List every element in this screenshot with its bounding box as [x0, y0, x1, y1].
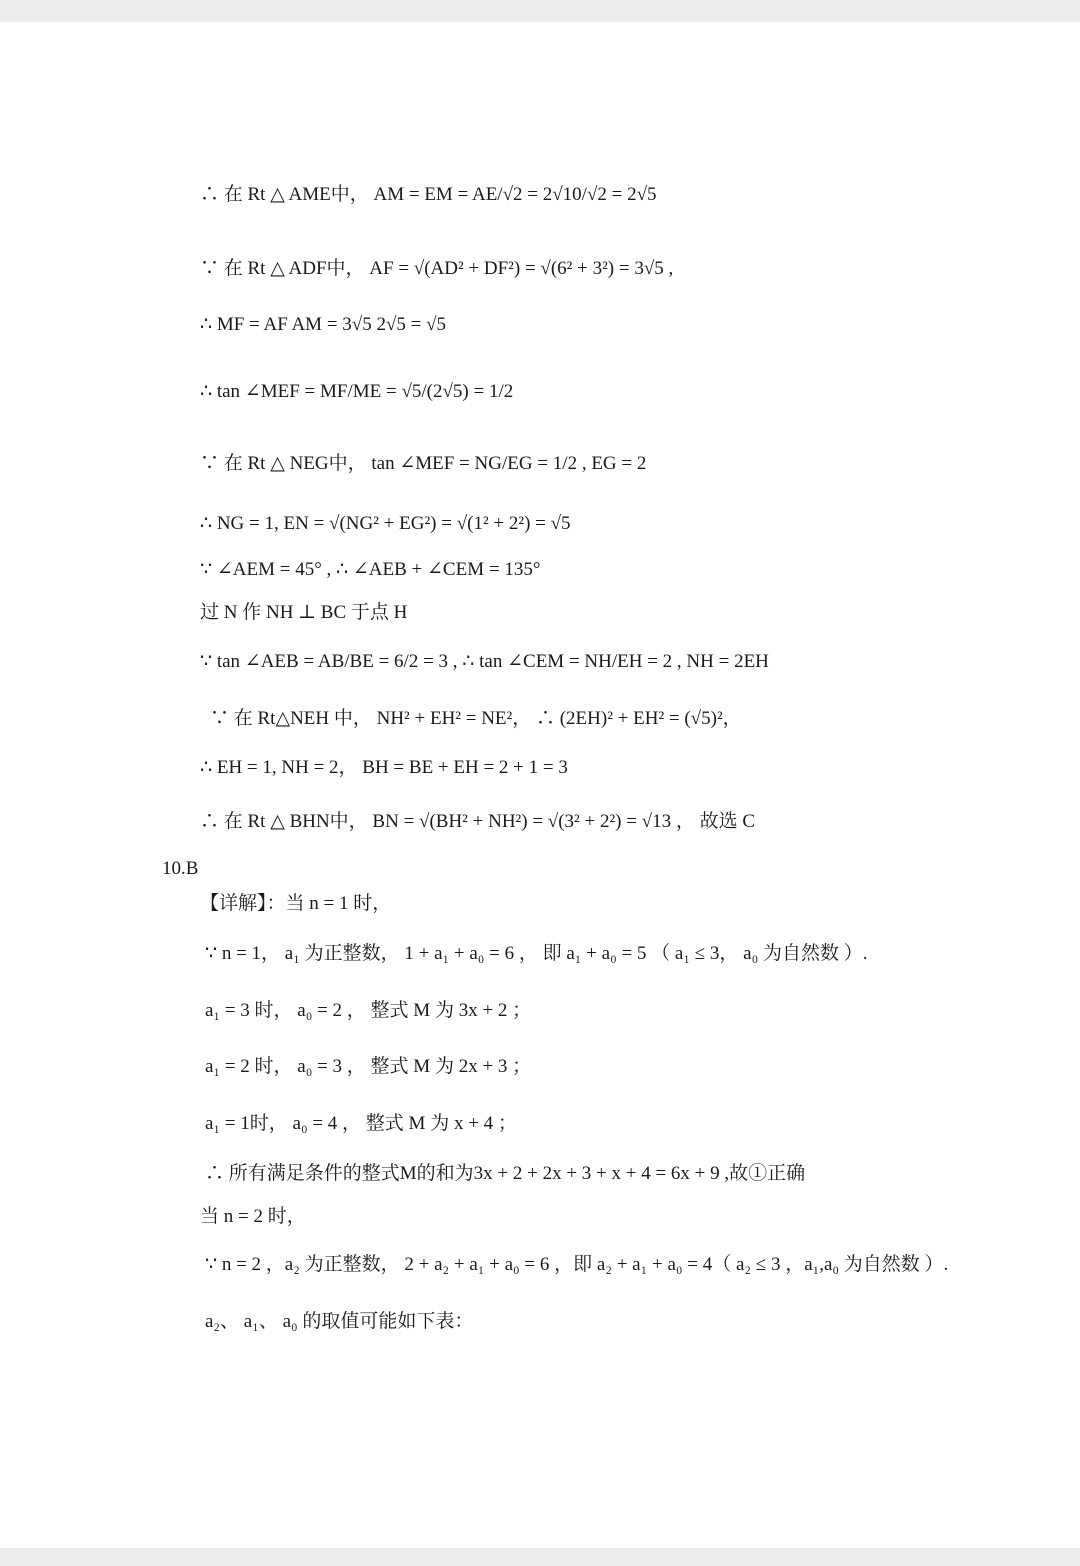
- solution-line-2: ∵ 在 Rt △ ADF中， AF = √(AD² + DF²) = √(6² + 3²) = 3√5 ,: [200, 258, 674, 279]
- detail-line-4: a₁ = 2 时， a₀ = 3 ， 整式 M 为 2x + 3 ；: [205, 1056, 532, 1077]
- detail-line-8: ∵ n = 2 ，a₂ 为正整数， 2 + a₂ + a₁ + a₀ = 6 ，即 a₂ + a₁ + a₀ = 4（ a₂ ≤ 3 ，a₁,a₀ 为自然数 ）.: [205, 1254, 949, 1275]
- solution-line-12: ∴ 在 Rt △ BHN中， BN = √(BH² + NH²) = √(3² + 2²) = √13 ， 故选 C: [200, 811, 756, 832]
- solution-line-9: ∵ tan ∠AEB = AB/BE = 6/2 = 3 , ∴ tan ∠CEM = NH/EH = 2 , NH = 2EH: [200, 651, 769, 672]
- solution-line-5: ∵ 在 Rt △ NEG中， tan ∠MEF = NG/EG = 1/2 , EG = 2: [200, 453, 647, 474]
- document-page: [0, 22, 1080, 1548]
- solution-line-8: 过 N 作 NH ⊥ BC 于点 H: [200, 602, 408, 623]
- detail-line-2: ∵ n = 1， a₁ 为正整数， 1 + a₁ + a₀ = 6 ， 即 a₁ + a₀ = 5 （ a₁ ≤ 3， a₀ 为自然数 ）.: [205, 943, 868, 964]
- question-label: 10.B: [162, 858, 199, 879]
- detail-line-5: a₁ = 1时， a₀ = 4 ， 整式 M 为 x + 4 ；: [205, 1113, 517, 1134]
- detail-line-7: 当 n = 2 时，: [200, 1206, 306, 1227]
- solution-line-4: ∴ tan ∠MEF = MF/ME = √5/(2√5) = 1/2: [200, 381, 514, 402]
- solution-line-10: ∵ 在 Rt△NEH 中， NH² + EH² = NE²， ∴ (2EH)² + EH² = (√5)²，: [210, 708, 742, 729]
- solution-line-1: ∴ 在 Rt △ AME中， AM = EM = AE/√2 = 2√10/√2 = 2√5: [200, 184, 657, 205]
- detail-line-3: a₁ = 3 时， a₀ = 2 ， 整式 M 为 3x + 2 ；: [205, 1000, 532, 1021]
- solution-line-11: ∴ EH = 1, NH = 2， BH = BE + EH = 2 + 1 = 3: [200, 757, 568, 778]
- solution-line-7: ∵ ∠AEM = 45° , ∴ ∠AEB + ∠CEM = 135°: [200, 559, 541, 580]
- solution-line-3: ∴ MF = AF AM = 3√5 2√5 = √5: [200, 314, 447, 335]
- detail-line-6: ∴ 所有满足条件的整式M的和为3x + 2 + 2x + 3 + x + 4 = 6x + 9 ,故①正确: [205, 1163, 806, 1184]
- detail-line-9: a₂、 a₁、 a₀ 的取值可能如下表：: [205, 1311, 474, 1332]
- solution-line-6: ∴ NG = 1, EN = √(NG² + EG²) = √(1² + 2²) = √5: [200, 513, 571, 534]
- detail-line-1: 【详解】：当 n = 1 时，: [200, 893, 392, 914]
